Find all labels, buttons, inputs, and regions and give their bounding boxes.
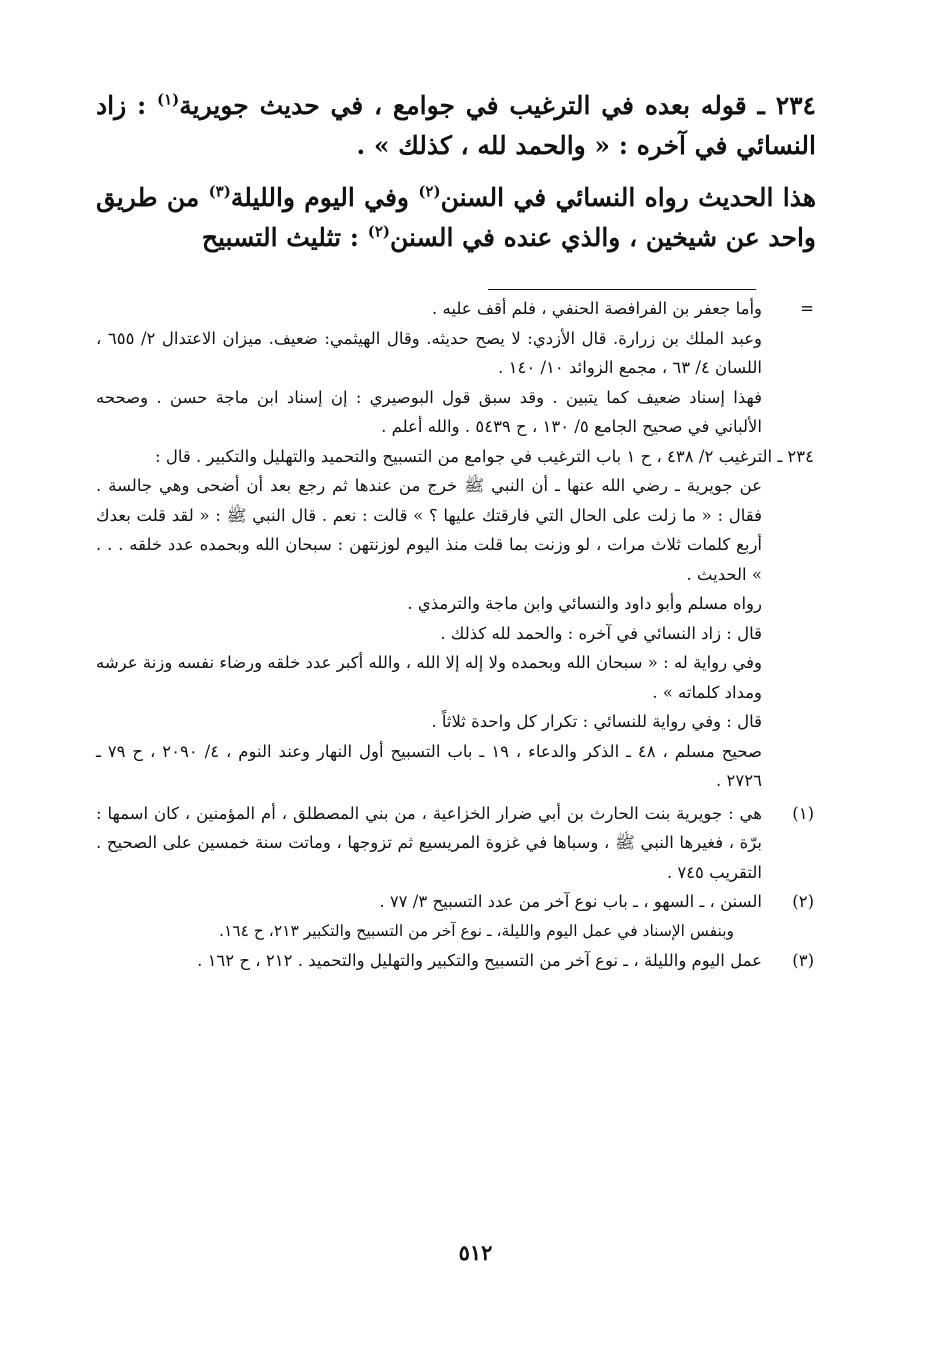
note-234-narrators: رواه مسلم وأبو داود والنسائي وابن ماجة والترمذي . [407,594,762,613]
main-paragraph-2: هذا الحديث رواه النسائي في السنن$^{(٢)}$ وفي اليوم والليلة$^{(٣)}$ من طريق واحد عن شيخين ، والذي عنده في السنن$^{(٢)}$ : تثليث التسبيح [96,182,817,252]
note-234-source: صحيح مسلم ، ٤٨ ـ الذكر والدعاء ، ١٩ ـ باب التسبيح أول النهار وعند النوم ، ٤/ ٢٠٩٠ ، ح ٧٩ ـ ٢٧٢٦ . [96,741,762,790]
note-234-repetition: قال : وفي رواية للنسائي : تكرار كل واحدة ثلاثاً . [431,712,762,731]
footnote-separator [488,289,756,290]
continued-note [96,294,814,324]
footnote-number: (١) [792,803,814,823]
footnote-2 [96,887,814,917]
footnotes-area [96,294,814,976]
footnote-ref-2-repeat: (٢) [367,222,391,241]
note-234-nasai-addition: قال : زاد النسائي في آخره : والحمد لله كذلك . [440,623,762,643]
continued-note-line-3: فهذا إسناد ضعيف كما يتبين . وقد سبق قول البوصيري : إن إسناد ابن ماجة حسن . وصححه الألباني في صحيح الجامع ٥/ ١٣٠ ، ح ٥٤٣٩ . والله أعلم . [96,387,762,436]
footnote-ref-3: (٣) [208,182,231,201]
continuation-marker: = [800,299,814,318]
footnote-number: (٢) [792,892,814,911]
main-text [96,86,816,258]
page-number: ٥١٢ [458,1240,493,1265]
footnote-text: عمل اليوم والليلة ، ـ نوع آخر من التسبيح والتكبير والتهليل والتحميد . ٢١٢ ، ح ١٦٢ . [197,951,762,970]
footnote-ref-1: (١) [157,90,180,109]
continued-note-line-2: وعبد الملك بن زرارة. قال الأزدي: لا يصح حديثه. وقال الهيثمي: ضعيف. ميزان الاعتدال ٢/ ٦٥٥ ، اللسان ٤/ ٦٣ ، مجمع الزوائد ١٠/ ١٤٠ . [96,328,763,377]
footnote-3 [96,946,814,976]
footnote-text: هي : جويرية بنت الحارث بن أبي ضرار الخزاعية ، من بني المصطلق ، أم المؤمنين ، كان اسمها : برّة ، فغيرها النبي ﷺ ، وسباها في غزوة المريسيع ثم تزوجها ، وماتت سنة خمسين على الصحيح . التقريب ٧٤٥ . [96,803,762,882]
note-234-other-narration: وفي رواية له : « سبحان الله وبحمده ولا إله إلا الله ، والله أكبر عدد خلقه ورضاء نفسه وزنة عرشه ومداد كلماته » . [96,653,762,702]
footnote-1 [96,799,814,888]
note-234-hadith-text: عن جويرية ـ رضي الله عنها ـ أن النبي ﷺ خرج من عندها ثم رجع بعد أن أضحى وهي جالسة . فقال : « ما زلت على الحال التي فارقتك عليها ؟ » قالت : نعم . قال النبي ﷺ : « لقد قلت بعدك أربع كلمات ثلاث مرات ، لو وزنت بما قلت منذ اليوم لوزنتهن : سبحان الله وبحمده عدد خلقه . . . » الحديث . [96,476,762,584]
footnote-2-extra: وبنفس الإسناد في عمل اليوم والليلة، ـ نوع آخر من التسبيح والتكبير ٢١٣، ح ١٦٤. [219,921,734,940]
main-paragraph-1: ٢٣٤ ـ قوله بعده في الترغيب في جوامع ، في حديث جويرية$^{(١)}$ : زاد النسائي في آخره : « والحمد لله ، كذلك » . [96,90,816,160]
note-234-heading: ٢٣٤ ـ الترغيب ٢/ ٤٣٨ ، ح ١ باب الترغيب في جوامع من التسبيح والتحميد والتهليل والتكبير . قال : [155,446,814,466]
continued-note-line-1: وأما جعفر بن الفرافصة الحنفي ، فلم أقف عليه . [432,299,762,318]
footnote-number: (٣) [792,951,814,970]
footnote-text: السنن ، ـ السهو ، ـ باب نوع آخر من عدد التسبيح ٣/ ٧٧ . [379,892,762,911]
footnote-ref-2: (٢) [418,182,441,201]
